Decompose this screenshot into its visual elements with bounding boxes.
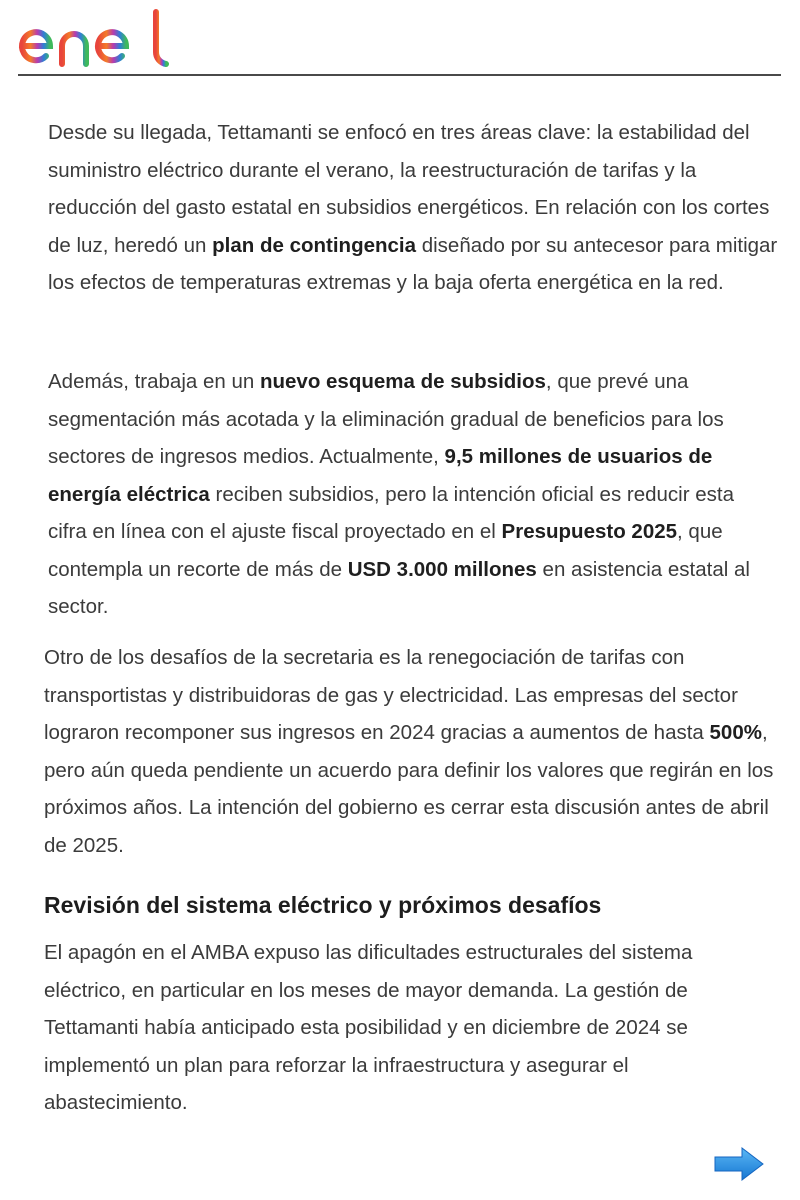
site-header xyxy=(0,0,800,76)
paragraph-4 xyxy=(44,934,774,1122)
header-divider xyxy=(18,74,781,76)
bold-text: USD 3.000 millones xyxy=(347,557,537,581)
bold-text: 9,5 millones de usuarios de energía eléctrica xyxy=(48,445,713,506)
paragraph-2 xyxy=(48,363,778,626)
text-run: diseñado por su antecesor para mitigar los efectos de temperaturas extremas y la baja oferta energética en la red. xyxy=(48,233,778,294)
text-run: reciben subsidios, pero la intención oficial es reducir esta cifra en línea con el ajuste fiscal proyectado en el xyxy=(48,482,734,543)
paragraph-3 xyxy=(44,639,774,864)
bold-text: 500% xyxy=(709,721,762,744)
section-heading: Revisión del sistema eléctrico y próximos desafíos xyxy=(44,892,602,918)
text-run: Otro de los desafíos de la secretaria es la renegociación de tarifas con transportistas y distribuidoras de gas y electricidad. Las empresas del sector lograron recomponer sus ingresos en 2024 gracias a aumentos de hasta xyxy=(44,646,738,744)
bold-text: plan de contingencia xyxy=(212,233,417,257)
arrow-right-icon[interactable] xyxy=(712,1145,766,1183)
text-run: Desde su llegada, Tettamanti se enfocó en tres áreas clave: la estabilidad del suministro eléctrico durante el verano, la reestructuración de tarifas y la reducción del gasto estatal en subsidios energéticos. En relación con los cortes de luz, heredó un xyxy=(48,121,770,257)
text-run: , que contempla un recorte de más de xyxy=(48,520,723,581)
text-run: , que prevé una segmentación más acotada y la eliminación gradual de beneficios para los sectores de ingresos medios. Actualmente, xyxy=(48,370,724,468)
text-run: El apagón en el AMBA expuso las dificultades estructurales del sistema eléctrico, en particular en los meses de mayor demanda. La gestión de Tettamanti había anticipado esta posibilidad y en diciembre de 2024 se implementó un plan para reforzar la infraestructura y asegurar el abastecimiento. xyxy=(44,941,693,1114)
bold-text: Presupuesto 2025 xyxy=(501,520,678,543)
enel-logo[interactable] xyxy=(16,8,172,70)
text-run: Además, trabaja en un xyxy=(48,370,260,393)
bold-text: nuevo esquema de subsidios xyxy=(259,370,546,393)
text-run: , pero aún queda pendiente un acuerdo para definir los valores que regirán en los próximos años. La intención del gobierno es cerrar esta discusión antes de abril de 2025. xyxy=(44,721,774,857)
text-run: en asistencia estatal al sector. xyxy=(48,557,750,618)
paragraph-1 xyxy=(48,114,778,302)
